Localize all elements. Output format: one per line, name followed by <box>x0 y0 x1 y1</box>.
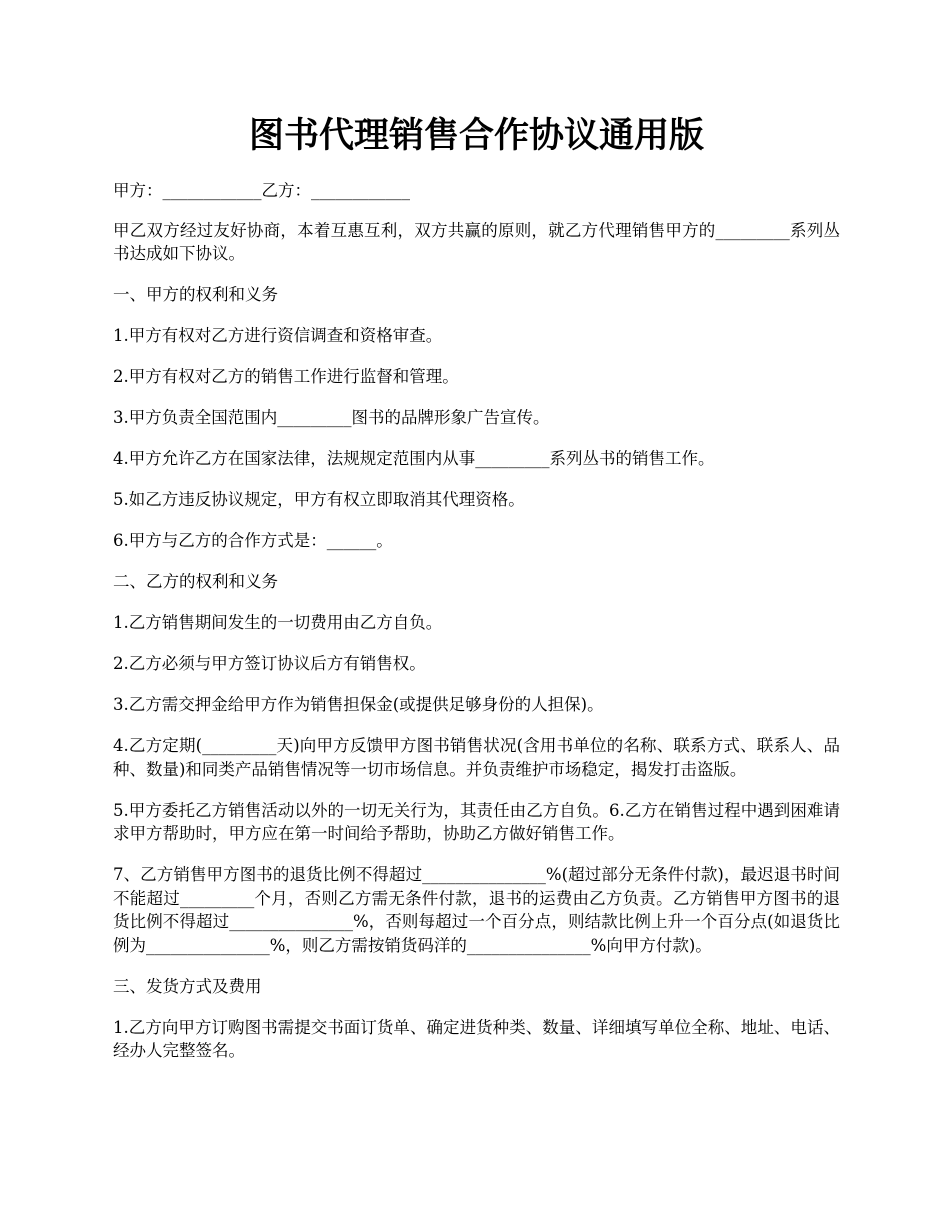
section-heading: 三、发货方式及费用 <box>113 976 262 996</box>
clause: 5.如乙方违反协议规定，甲方有权立即取消其代理资格。 <box>113 490 525 509</box>
clause: 3.甲方负责全国范围内_________图书的品牌形象广告宣传。 <box>113 408 550 427</box>
clause: 1.乙方向甲方订购图书需提交书面订货单、确定进货种类、数量、详细填写单位全称、地址、电话、经办人完整签名。 <box>113 1017 840 1060</box>
clause: 3.乙方需交押金给甲方作为销售担保金(或提供足够身份的人担保)。 <box>113 695 604 714</box>
clause: 6.甲方与乙方的合作方式是：______。 <box>113 531 393 550</box>
clause: 2.乙方必须与甲方签订协议后方有销售权。 <box>113 654 426 673</box>
intro-paragraph: 甲乙双方经过友好协商，本着互惠互利，双方共赢的原则，就乙方代理销售甲方的_________系列丛书达成如下协议。 <box>113 220 840 263</box>
parties-line: 甲方：____________乙方：____________ <box>113 181 410 200</box>
clause: 1.甲方有权对乙方进行资信调查和资格审查。 <box>113 326 443 345</box>
clause: 7、乙方销售甲方图书的退货比例不得超过_______________%(超过部分无条件付款)，最迟退书时间不能超过_________个月，否则乙方需无条件付款，退书的运费由乙方负责。乙方销售甲方图书的退货比例不得超过_______________%，否则每超过一个百分点，则结款比例上升一个百分点(如退货比例为_______________%，则乙方需按销货码洋的_______________%向甲方付款)。 <box>113 865 840 955</box>
clause: 2.甲方有权对乙方的销售工作进行监督和管理。 <box>113 367 459 386</box>
section-heading: 一、甲方的权利和义务 <box>113 285 278 304</box>
document-page <box>113 0 840 1063</box>
clause: 4.甲方允许乙方在国家法律，法规规定范围内从事_________系列丛书的销售工作。 <box>113 449 715 468</box>
section-heading: 二、乙方的权利和义务 <box>113 572 278 591</box>
clause: 1.乙方销售期间发生的一切费用由乙方自负。 <box>113 613 443 632</box>
clause: 4.乙方定期(_________天)向甲方反馈甲方图书销售状况(含用书单位的名称、联系方式、联系人、品种、数量)和同类产品销售情况等一切市场信息。并负责维护市场稳定，揭发打击盗版。 <box>113 736 840 779</box>
document-title: 图书代理销售合作协议通用版 <box>248 116 704 156</box>
clause: 5.甲方委托乙方销售活动以外的一切无关行为，其责任由乙方自负。6.乙方在销售过程中遇到困难请求甲方帮助时，甲方应在第一时间给予帮助，协助乙方做好销售工作。 <box>113 800 840 843</box>
